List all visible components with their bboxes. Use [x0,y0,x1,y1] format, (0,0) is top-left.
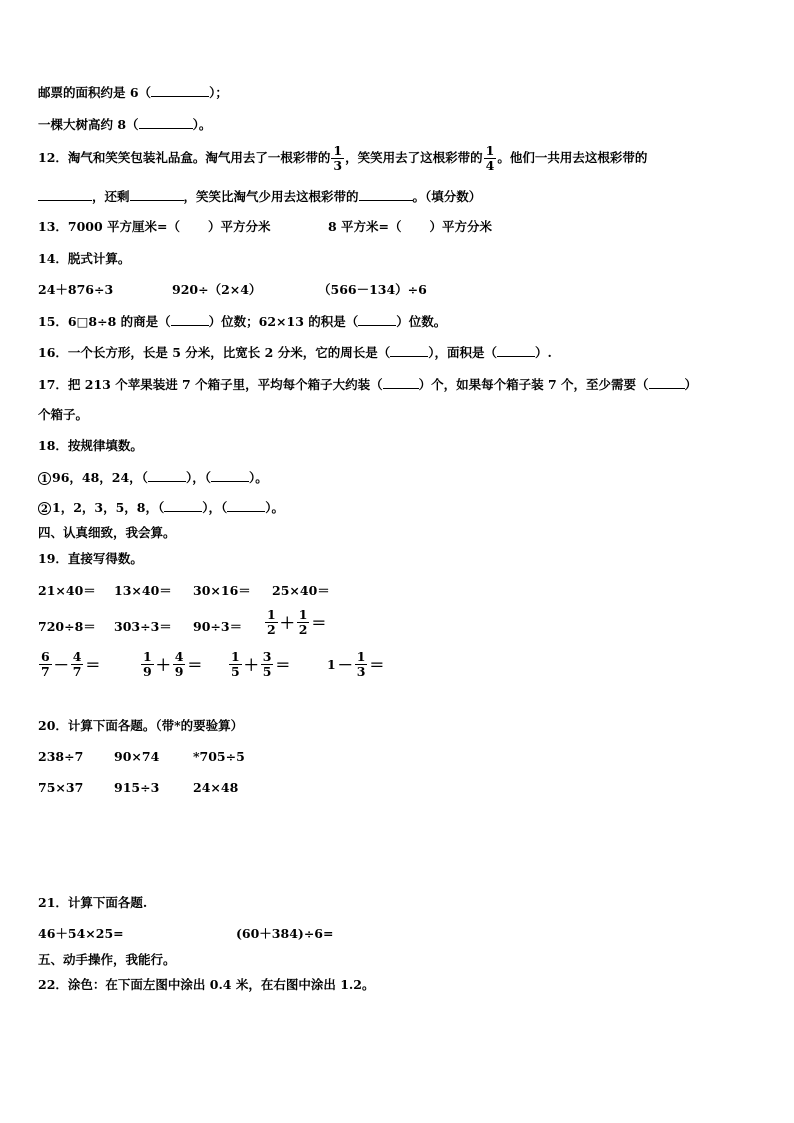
q17-c: ） [684,377,698,392]
frac-num: 1 [356,649,366,664]
circle-number-2: 2 [38,502,51,515]
q20-title: 20．计算下面各题。（带*的要验算） [38,718,244,733]
frac [355,650,368,679]
frac-num: 1 [298,607,308,622]
q12-blank-remain[interactable] [130,188,184,201]
frac-num: 1 [333,143,343,158]
q17-d: 个箱子。 [38,407,89,422]
seq2-end: ）。 [265,500,285,515]
frac-den: 4 [485,158,495,173]
q20-item: 238÷7 [38,749,84,764]
q14-expr2: 920÷（2×4） [172,282,262,297]
q20-item: 915÷3 [114,780,160,795]
op: ＝ [369,655,385,674]
seq2-blank2[interactable] [227,499,265,512]
q19-item: 13×40＝ [114,583,172,598]
q16-blank2[interactable] [497,344,535,357]
frac [297,608,310,637]
seq1-blank1[interactable] [148,469,186,482]
frac-den: 3 [356,664,366,679]
stamp-area-question [38,84,228,101]
frac-num: 4 [174,649,184,664]
tree-height-question [38,116,211,133]
section-five-title: 五、动手操作，我能行。 [38,952,176,967]
frac-den: 9 [174,664,184,679]
seq1-text: 96，48，24，（ [52,470,148,485]
section-four-title: 四、认真细致，我会算。 [38,525,176,540]
q19-frac-half-sum [264,608,327,637]
q14-expr1: 24＋876÷3 [38,282,114,297]
q12-text-b: ，笑笑用去了这根彩带的 [345,150,483,165]
op: ＋ [155,655,171,674]
tree-blank[interactable] [139,116,193,129]
frac-den: 7 [41,664,50,679]
whole: 1 [327,656,336,672]
frac-den: 7 [72,664,82,679]
op: ＝ [275,655,291,674]
q13-part1: 13．7000 平方厘米=（ [38,219,181,234]
q14-title: 14．脱式计算。 [38,251,131,266]
q12-blank-total[interactable] [38,188,92,201]
q19-item: 90÷3＝ [193,619,243,634]
frac [141,650,154,679]
q16-blank1[interactable] [390,344,428,357]
q21-expr2: (60＋384)÷6= [236,926,334,941]
q14-expr3: （566－134）÷6 [318,282,427,297]
frac [265,608,278,637]
q16-a: 16．一个长方形，长是 5 分米，比宽长 2 分米，它的周长是（ [38,345,391,360]
q12-blank-diff[interactable] [359,188,413,201]
q19-item: 30×16＝ [193,583,251,598]
frac-num: 3 [262,649,272,664]
frac-num: 1 [267,607,276,622]
q15-blank1[interactable] [171,313,209,326]
q17-blank1[interactable] [383,376,419,389]
frac-den: 5 [231,664,240,679]
q13-part2-end: ）平方分米 [429,219,493,234]
q15-c: ）位数。 [396,314,447,329]
frac-den: 9 [143,664,152,679]
frac-num: 1 [231,649,240,664]
frac-den: 5 [262,664,272,679]
q13-part1-end: ）平方分米 [208,219,271,234]
q19-frac-1-9 [140,650,203,679]
frac-den: 3 [333,158,343,173]
q17-b: ）个，如果每个箱子装 7 个，至少需要（ [418,377,649,392]
op: ＋ [243,655,259,674]
op: ＝ [85,655,101,674]
q19-title: 19．直接写得数。 [38,551,143,566]
tree-suffix: ）。 [192,117,212,132]
op: － [337,655,353,674]
q13-part2: 8 平方米=（ [328,219,402,234]
seq1-blank2[interactable] [211,469,249,482]
seq2-blank1[interactable] [164,499,202,512]
op: ＝ [187,655,203,674]
q22-text: 22．涂色：在下面左图中涂出 0.4 米，在右图中涂出 1.2。 [38,977,375,992]
frac-num: 6 [41,649,50,664]
tree-prefix: 一棵大树高约 8（ [38,117,139,132]
q20-item: 24×48 [193,780,239,795]
q13 [38,219,271,235]
frac-den: 2 [298,622,308,637]
q17-a: 17．把 213 个苹果装进 7 个箱子里，平均每个箱子大约装（ [38,377,383,392]
frac-num: 1 [143,649,152,664]
seq2-mid: ），（ [202,500,228,515]
frac [173,650,186,679]
q19-frac-6-7 [38,650,101,679]
fraction-one-quarter [484,144,497,173]
q12-text-end: 。（填分数） [412,189,482,204]
q18-seq1 [38,469,268,486]
q13-second [328,219,492,235]
stamp-suffix: ）； [209,85,228,100]
seq1-end: ）。 [248,470,268,485]
q20-item: 90×74 [114,749,160,764]
frac-den: 2 [267,622,276,637]
q19-item: 720÷8＝ [38,619,96,634]
frac-num: 1 [485,143,495,158]
q16-b: ），面积是（ [428,345,497,360]
q15 [38,313,446,330]
q12-line2 [38,188,481,205]
q19-one-minus-third [326,650,385,679]
q12-text-a: 12．淘气和笑笑包装礼品盒。淘气用去了一根彩带的 [38,150,331,165]
q15-blank2[interactable] [358,313,396,326]
stamp-prefix: 邮票的面积约是 6（ [38,85,152,100]
op: ＋ [279,613,295,632]
frac [261,650,274,679]
q21-expr1: 46＋54×25= [38,926,124,941]
op: ＝ [311,613,327,632]
q16-c: ）. [534,345,552,360]
q19-item: 21×40＝ [38,583,96,598]
q17-blank2[interactable] [649,376,685,389]
q12-text-remain: ，还剩 [92,189,130,204]
seq2-text: 1，2，3，5，8，（ [52,500,165,515]
q19-frac-1-5 [228,650,291,679]
q20-item: 75×37 [38,780,84,795]
frac-num: 4 [72,649,82,664]
q15-a: 15．6□8÷8 的商是（ [38,314,171,329]
frac [71,650,84,679]
q12-line1 [38,144,647,173]
q12-text-diff: ，笑笑比淘气少用去这根彩带的 [183,189,359,204]
q18-seq2 [38,499,284,516]
q16 [38,344,552,361]
circle-number-1: 1 [38,472,51,485]
frac [229,650,242,679]
op: － [53,655,69,674]
q20-item: *705÷5 [193,749,245,764]
fraction-one-third [331,144,344,173]
stamp-blank[interactable] [151,84,209,97]
q19-item: 303÷3＝ [114,619,172,634]
q19-item: 25×40＝ [272,583,330,598]
q18-title: 18．按规律填数。 [38,438,143,453]
q17-line1 [38,376,697,393]
q12-text-c: 。他们一共用去这根彩带的 [497,150,648,165]
seq1-mid: ），（ [185,470,211,485]
q21-title: 21．计算下面各题. [38,895,148,910]
frac [39,650,52,679]
q15-b: ）位数；62×13 的积是（ [208,314,359,329]
